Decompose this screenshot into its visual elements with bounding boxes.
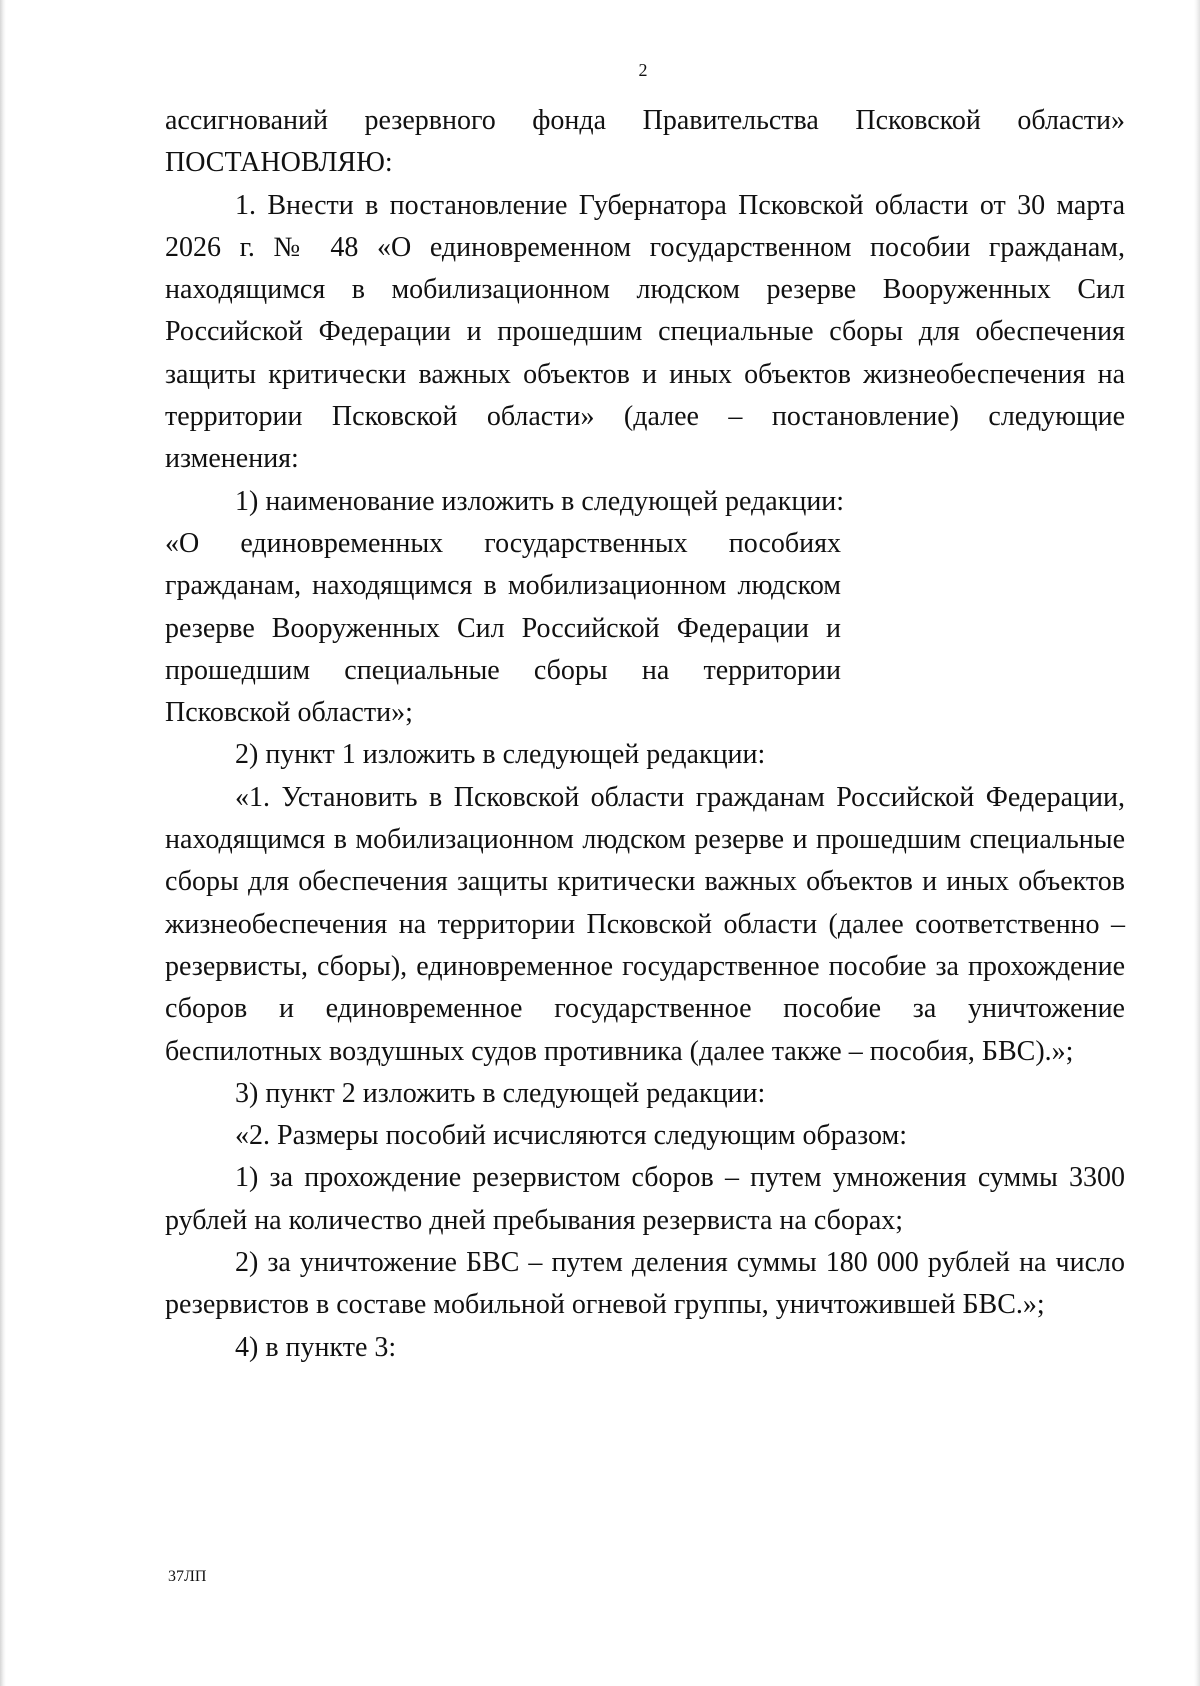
paragraph-subitem-4: 4) в пункте 3: [235, 1331, 397, 1363]
scan-edge-right [1194, 0, 1200, 1686]
paragraph-point-2-clause-1: 1) за прохождение резервистом сборов – путем умножения суммы 3300 рублей на количество дней пребывания резервиста на сборах; [165, 1162, 1125, 1236]
footer-document-code: 37ЛП [168, 1568, 207, 1585]
paragraph-subitem-2: 2) пункт 1 изложить в следующей редакции: [235, 739, 766, 771]
scan-edge-left [0, 0, 6, 1686]
paragraph-subitem-1: 1) наименование изложить в следующей редакции: [235, 485, 845, 517]
page-number: 2 [638, 60, 648, 80]
paragraph-quoted-point-1: «1. Установить в Псковской области гражданам Российской Федерации, находящимся в мобилизационном людском резерве и прошедшим специальные сборы для обеспечения защиты критически важных объектов и иных объектов жизнеобеспечения на территории Псковской области (далее соответственно – резервисты, сборы), единовременное государственное пособие за прохождение сборов и единовременное государственное пособие за уничтожение беспилотных воздушных судов противника (далее также – пособия, БВС).»; [165, 781, 1125, 1067]
document-body [165, 100, 1125, 1369]
paragraph-quoted-point-2: «2. Размеры пособий исчисляются следующим образом: [235, 1120, 907, 1152]
paragraph-item-1: 1. Внести в постановление Губернатора Псковской области от 30 марта 2026 г. № 48 «О единовременном государственном пособии гражданам, находящимся в мобилизационном людском резерве Вооруженных Сил Российской Федерации и прошедшим специальные сборы для обеспечения защиты критически важных объектов и иных объектов жизнеобеспечения на территории Псковской области» (далее – постановление) следующие изменения: [165, 189, 1125, 475]
paragraph-quoted-title: «О единовременных государственных пособиях гражданам, находящимся в мобилизационном людском резерве Вооруженных Сил Российской Федерации и прошедшим специальные сборы на территории Псковской области»; [165, 527, 841, 729]
paragraph-point-2-clause-2: 2) за уничтожение БВС – путем деления суммы 180 000 рублей на число резервистов в составе мобильной огневой группы, уничтожившей БВС.»; [165, 1247, 1125, 1321]
paragraph-subitem-3: 3) пункт 2 изложить в следующей редакции: [235, 1077, 766, 1109]
paragraph-intro: ассигнований резервного фонда Правительства Псковской области» ПОСТАНОВЛЯЮ: [165, 105, 1125, 179]
